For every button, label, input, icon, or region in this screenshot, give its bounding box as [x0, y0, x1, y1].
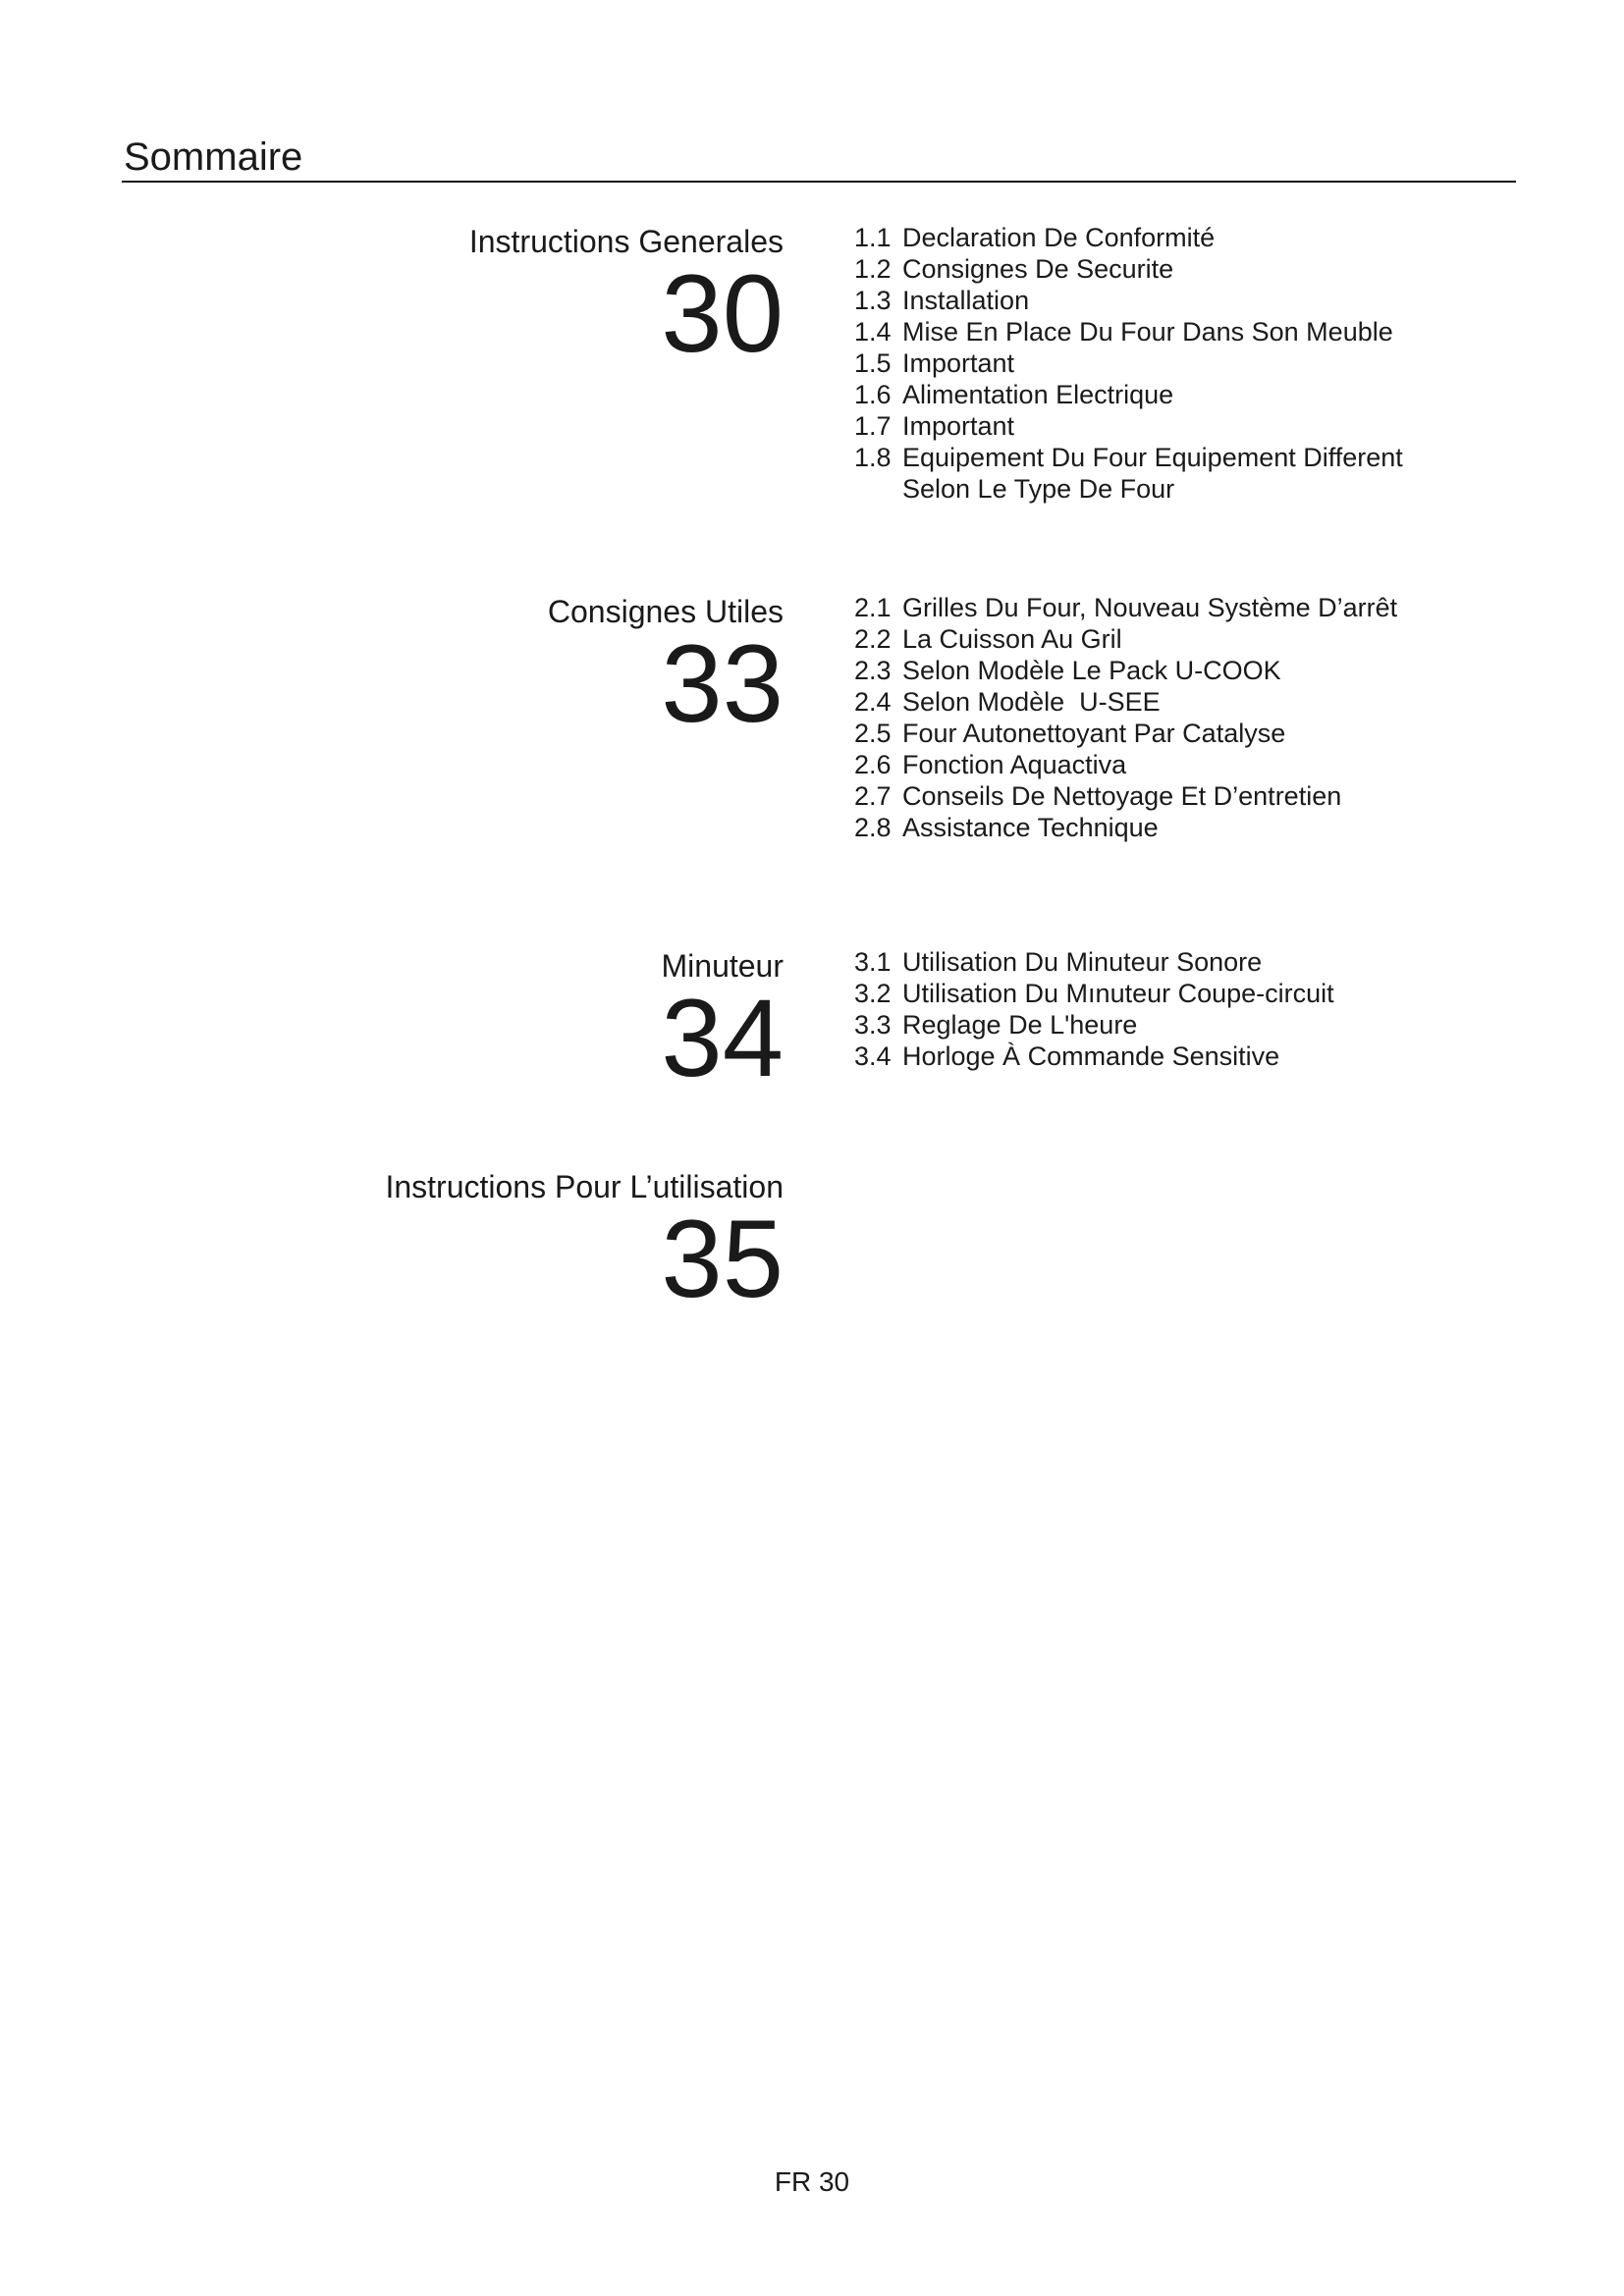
toc-item-number: 2.8 — [854, 813, 892, 842]
toc-item-text: Mise En Place Du Four Dans Son Meuble — [902, 317, 1393, 347]
section-title[interactable]: Consignes Utiles — [547, 594, 784, 629]
toc-item-text: La Cuisson Au Gril — [902, 624, 1122, 654]
toc-item-text: Installation — [902, 286, 1030, 315]
toc-item-number: 3.4 — [854, 1041, 892, 1071]
toc-item-number: 2.1 — [854, 593, 892, 622]
title-divider — [122, 181, 1516, 183]
section-page-number[interactable]: 34 — [661, 977, 784, 1099]
toc-item[interactable] — [854, 718, 1397, 749]
section-item-list — [854, 592, 1397, 843]
toc-item[interactable] — [854, 1009, 1334, 1041]
toc-item-text: Grilles Du Four, Nouveau Système D’arrêt — [902, 593, 1398, 622]
toc-item-number: 2.4 — [854, 687, 892, 717]
toc-item-text: Equipement Du Four Equipement Different — [902, 443, 1403, 472]
toc-item-text: Fonction Aquactiva — [902, 750, 1127, 779]
section-heading — [547, 592, 784, 745]
toc-item-text: Alimentation Electrique — [902, 380, 1174, 409]
toc-item[interactable] — [854, 285, 1403, 316]
toc-item-number: 3.3 — [854, 1010, 892, 1040]
toc-item-number: 1.4 — [854, 317, 892, 347]
toc-item[interactable] — [854, 946, 1334, 978]
toc-item[interactable] — [854, 442, 1403, 473]
toc-item-number: 2.5 — [854, 719, 892, 748]
toc-item[interactable] — [854, 686, 1397, 718]
section-heading — [661, 946, 784, 1099]
page-footer: FR 30 — [774, 2166, 850, 2197]
toc-item[interactable] — [854, 1041, 1334, 1072]
toc-item[interactable] — [854, 623, 1397, 655]
toc-item[interactable] — [854, 749, 1397, 780]
toc-item[interactable] — [854, 655, 1397, 686]
toc-item-number: 2.6 — [854, 750, 892, 779]
toc-item[interactable] — [854, 253, 1403, 285]
toc-item-number: 2.2 — [854, 624, 892, 654]
toc-item[interactable] — [854, 780, 1397, 812]
toc-item[interactable] — [854, 592, 1397, 623]
section-title[interactable]: Minuteur — [661, 948, 784, 984]
toc-item-text: Reglage De L'heure — [902, 1010, 1138, 1040]
toc-item[interactable] — [854, 812, 1397, 843]
toc-item-text: Utilisation Du Minuteur Sonore — [902, 947, 1263, 977]
section-item-list — [854, 946, 1334, 1072]
toc-item-number: 1.8 — [854, 443, 892, 472]
toc-item-number: 3.1 — [854, 947, 892, 977]
section-title[interactable]: Instructions Generales — [468, 224, 784, 259]
toc-item-text: Assistance Technique — [902, 813, 1159, 842]
toc-item-text: Declaration De Conformité — [902, 223, 1216, 252]
section-page-number[interactable]: 33 — [661, 622, 784, 745]
toc-item-text: Selon Modèle U-SEE — [902, 687, 1161, 717]
section-heading — [468, 222, 784, 375]
toc-item-number: 1.5 — [854, 348, 892, 378]
toc-item-text: Horloge À Commande Sensitive — [902, 1041, 1280, 1071]
toc-item-number: 1.2 — [854, 254, 892, 284]
toc-item[interactable] — [854, 316, 1403, 347]
toc-item-number: 2.7 — [854, 781, 892, 811]
toc-item-text: Utilisation Du Mınuteur Coupe-circuit — [902, 979, 1334, 1008]
toc-item-number: 2.3 — [854, 656, 892, 685]
page-title: Sommaire — [124, 135, 303, 179]
section-page-number[interactable]: 35 — [661, 1198, 784, 1320]
toc-item-text: Selon Modèle Le Pack U-COOK — [902, 656, 1281, 685]
toc-item[interactable] — [854, 379, 1403, 410]
toc-item-number: 1.7 — [854, 411, 892, 441]
toc-item-number: 3.2 — [854, 979, 892, 1008]
section-heading — [385, 1167, 784, 1320]
toc-item-number: 1.3 — [854, 286, 892, 315]
section-item-list — [854, 222, 1403, 505]
toc-item-text: Four Autonettoyant Par Catalyse — [902, 719, 1286, 748]
section-page-number[interactable]: 30 — [661, 252, 784, 375]
toc-item[interactable] — [854, 222, 1403, 253]
toc-item-number: 1.6 — [854, 380, 892, 409]
section-title[interactable]: Instructions Pour L’utilisation — [385, 1169, 784, 1204]
toc-item[interactable] — [854, 410, 1403, 442]
toc-item-text: Conseils De Nettoyage Et D’entretien — [902, 781, 1342, 811]
toc-item-text: Consignes De Securite — [902, 254, 1174, 284]
toc-item-text: Important — [902, 348, 1015, 378]
toc-item[interactable] — [854, 347, 1403, 379]
toc-item-continuation[interactable]: Selon Le Type De Four — [902, 474, 1175, 504]
toc-item[interactable] — [854, 978, 1334, 1009]
toc-item-text: Important — [902, 411, 1015, 441]
toc-item-number: 1.1 — [854, 223, 892, 252]
